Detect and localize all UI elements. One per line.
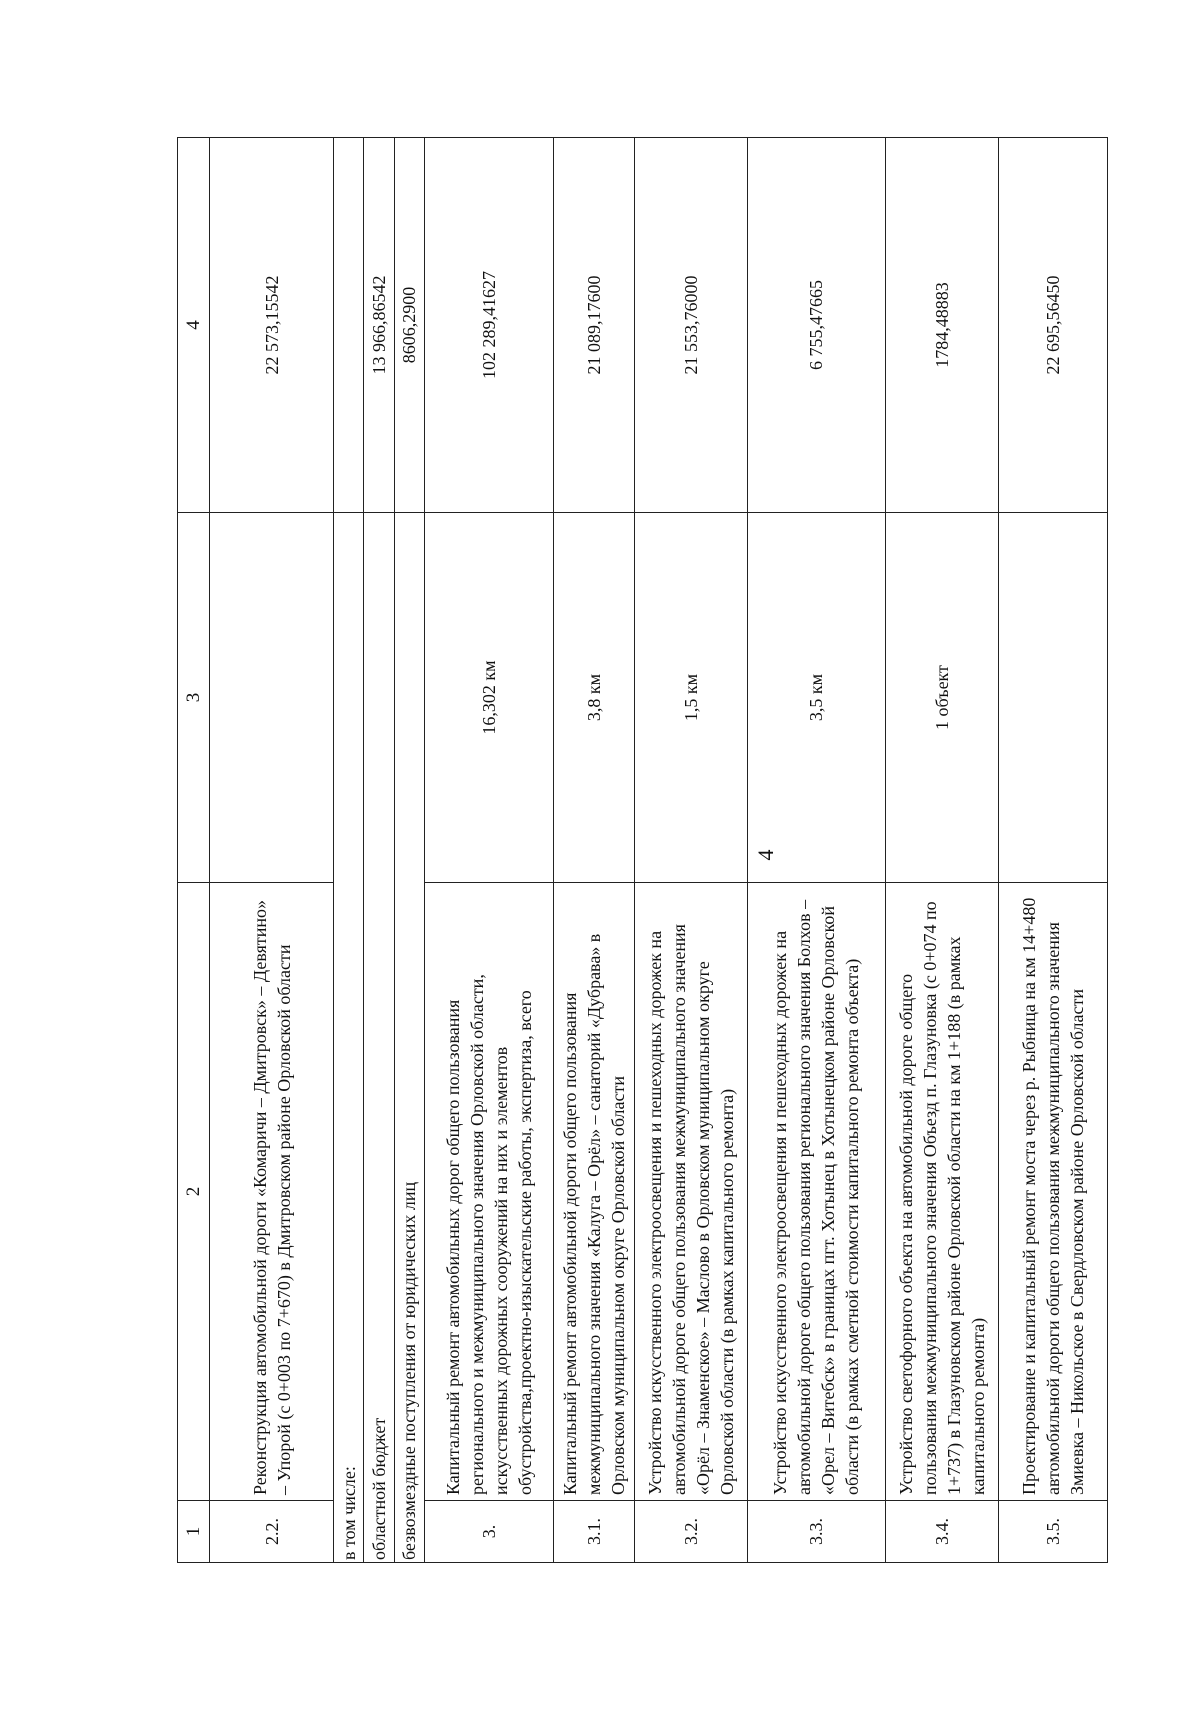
row-quantity: 3,5 км: [747, 513, 885, 883]
row-name: Капитальный ремонт автомобильной дороги общего пользования межмуниципального значения «Калуга – Орёл» – санаторий «Дубрава» в Орловском муниципальном округе Орловской области: [553, 883, 634, 1501]
row-number: 3.5.: [998, 1501, 1107, 1563]
row-number: 3.4.: [885, 1501, 998, 1563]
row-name: Проектирование и капитальный ремонт моста через р. Рыбница на км 14+480 автомобильной дороги общего пользования межмуниципального значения Змиевка – Никольское в Свердловском районе Орловской области: [998, 883, 1107, 1501]
page-number: 4: [753, 849, 778, 861]
row-amount: 21 553,76000: [634, 138, 747, 513]
row-number: 3.2.: [634, 1501, 747, 1563]
table-row: [210, 138, 334, 1563]
row-amount: 1784,48883: [885, 138, 998, 513]
row-name: Устройство искусственного электроосвещения и пешеходных дорожек на автомобильной дороге общего пользования межмуниципального значения «Орёл – Знаменское» – Маслово в Орловском муниципальном округе Орловской области (в рамках капитального ремонта): [634, 883, 747, 1501]
row-amount: 21 089,17600: [553, 138, 634, 513]
row-amount: 22 573,15542: [210, 138, 334, 513]
row-quantity: 3,8 км: [553, 513, 634, 883]
data-table: [177, 137, 1108, 1563]
row-amount: [334, 138, 364, 513]
table-row: [364, 138, 394, 1563]
row-quantity: 1 объект: [885, 513, 998, 883]
row-span-label: областной бюджет: [364, 513, 394, 1563]
row-quantity: [998, 513, 1107, 883]
row-span-label: безвозмездные поступления от юридических лиц: [394, 513, 424, 1563]
row-number: 3.3.: [747, 1501, 885, 1563]
row-amount: 6 755,47665: [747, 138, 885, 513]
table-row: [634, 138, 747, 1563]
header-cell-2: 2: [178, 883, 210, 1501]
row-amount: 13 966,86542: [364, 138, 394, 513]
header-cell-3: 3: [178, 513, 210, 883]
table-row: [747, 138, 885, 1563]
table-row: [334, 138, 364, 1563]
header-cell-4: 4: [178, 138, 210, 513]
header-cell-1: 1: [178, 1501, 210, 1563]
row-amount: 102 289,41627: [425, 138, 554, 513]
row-number: 3.: [425, 1501, 554, 1563]
row-amount: 8606,2900: [394, 138, 424, 513]
row-name: Устройство светофорного объекта на автомобильной дороге общего пользования межмуниципального значения Объезд п. Глазуновка (с 0+074 по 1+737) в Глазуновском районе Орловской области на км 1+188 (в рамках капитального ремонта): [885, 883, 998, 1501]
header-row: [178, 138, 210, 1563]
table-row: [394, 138, 424, 1563]
table-row: [998, 138, 1107, 1563]
row-amount: 22 695,56450: [998, 138, 1107, 513]
table-row: [885, 138, 998, 1563]
row-span-label: в том числе:: [334, 513, 364, 1563]
row-number: 2.2.: [210, 1501, 334, 1563]
table-row: [425, 138, 554, 1563]
row-quantity: [210, 513, 334, 883]
table-row: [553, 138, 634, 1563]
row-number: 3.1.: [553, 1501, 634, 1563]
row-name: Устройство искусственного электроосвещения и пешеходных дорожек на автомобильной дороге общего пользования регионального значения Болхов – «Орел – Витебск» в границах пгт. Хотынец в Хотынецком районе Орловской области (в рамках сметной стоимости капитального ремонта объекта): [747, 883, 885, 1501]
row-quantity: 16,302 км: [425, 513, 554, 883]
rotated-table-wrapper: [177, 138, 1108, 1563]
row-name: Реконструкция автомобильной дороги «Комаричи – Дмитровск» – Девятино» – Упорой (с 0+003 по 7+670) в Дмитровском районе Орловской области: [210, 883, 334, 1501]
row-quantity: 1,5 км: [634, 513, 747, 883]
row-name: Капитальный ремонт автомобильных дорог общего пользования регионального и межмуниципального значения Орловской области, искусственных дорожных сооружений на них и элементов обустройства,проектно-изыскательские работы, экспертиза, всего: [425, 883, 554, 1501]
